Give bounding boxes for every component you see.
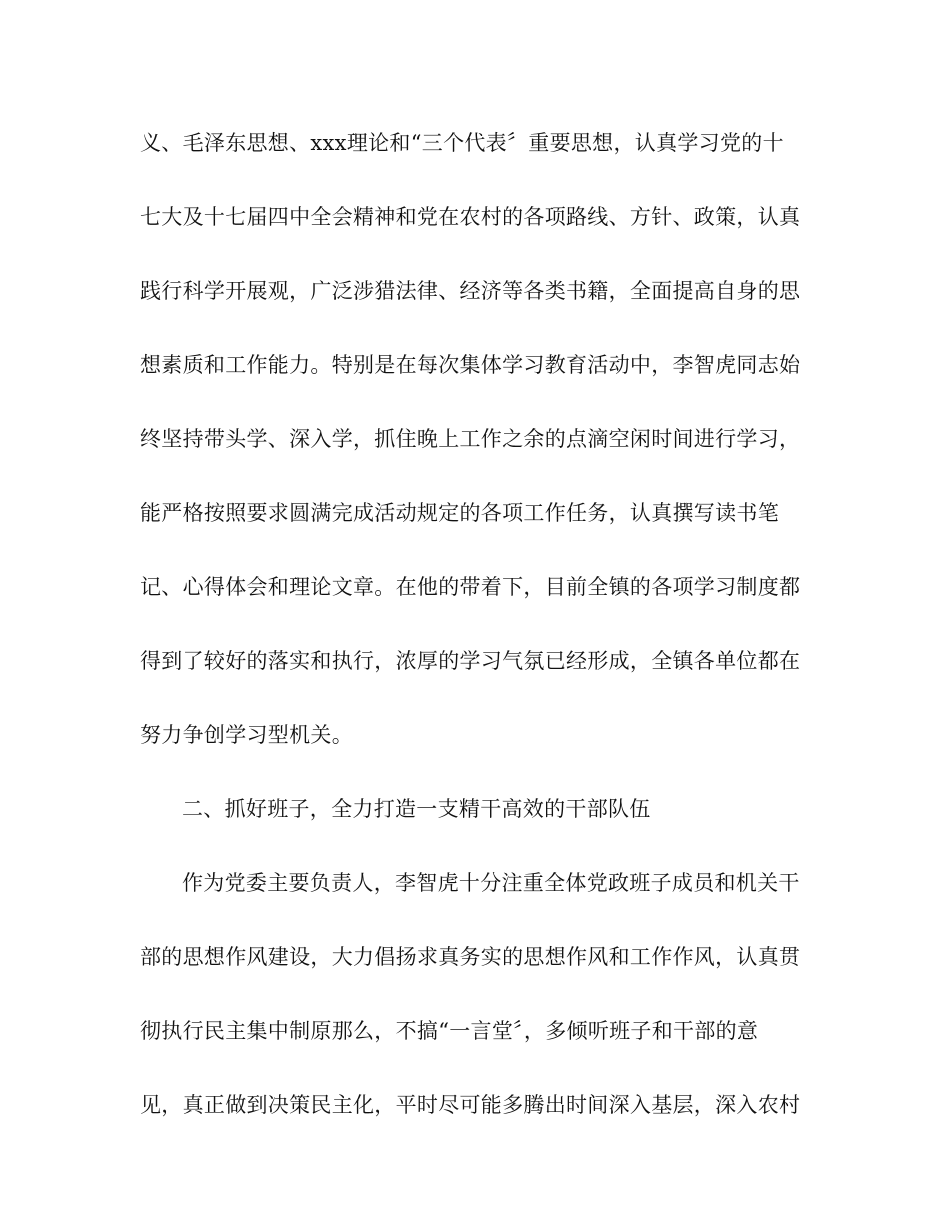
text-line: 记、心得体会和理论文章。在他的带着下，目前全镇的各项学习制度都 xyxy=(140,575,801,599)
text-line: 义、毛泽东思想、xxx理论和“三个代表〞重要思想，认真学习党的十 xyxy=(140,131,784,155)
section-heading: 二、抓好班子，全力打造一支精干高效的干部队伍 xyxy=(182,797,651,821)
text-line: 想素质和工作能力。特别是在每次集体学习教育活动中，李智虎同志始 xyxy=(140,353,801,377)
text-line: 七大及十七届四中全会精神和党在农村的各项路线、方针、政策，认真 xyxy=(140,205,801,229)
text-line: 见，真正做到决策民主化，平时尽可能多腾出时间深入基层，深入农村 xyxy=(140,1093,801,1117)
text-line: 终坚持带头学、深入学，抓住晚上工作之余的点滴空闲时间进行学习， xyxy=(140,427,801,451)
text-line: 践行科学开展观，广泛涉猎法律、经济等各类书籍，全面提高自身的思 xyxy=(140,279,801,303)
text-line: 努力争创学习型机关。 xyxy=(140,723,353,747)
text-line: 部的思想作风建设，大力倡扬求真务实的思想作风和工作作风，认真贯 xyxy=(140,945,801,969)
text-line: 作为党委主要负责人，李智虎十分注重全体党政班子成员和机关干 xyxy=(182,871,800,895)
text-line: 彻执行民主集中制原那么，不搞“一言堂〞，多倾听班子和干部的意 xyxy=(140,1019,759,1043)
text-line: 能严格按照要求圆满完成活动规定的各项工作任务，认真撰写读书笔 xyxy=(140,501,779,525)
text-line: 得到了较好的落实和执行，浓厚的学习气氛已经形成，全镇各单位都在 xyxy=(140,649,801,673)
